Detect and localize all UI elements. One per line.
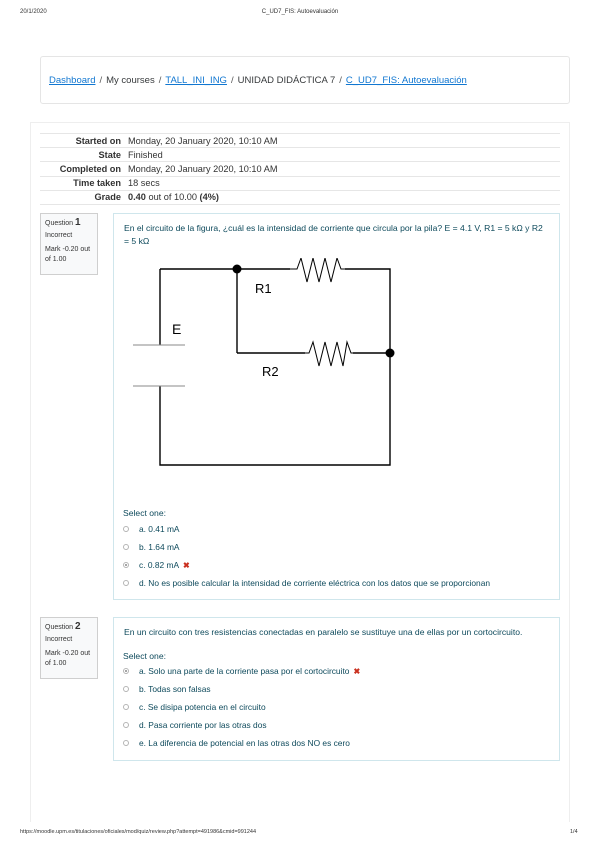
summary-row [40,176,560,190]
summary-key: State [40,148,125,162]
summary-value: Monday, 20 January 2020, 10:10 AM [125,162,560,176]
junction-node [233,265,242,274]
print-url: https://moodle.upm.es/titulaciones/oficiales/mod/quiz/review.php?attempt=491986&cmid=991244 [20,829,257,835]
grade-out-of: out of 10.00 [148,192,197,203]
incorrect-icon: ✖ [183,560,190,570]
option-label: e. La diferencia de potencial en las otras dos NO es cero [139,738,350,748]
label-r2: R2 [262,364,279,379]
select-one-label: Select one: [123,651,166,661]
radio-button[interactable] [123,580,129,586]
radio-button[interactable] [123,686,129,692]
summary-value: Monday, 20 January 2020, 10:10 AM [125,134,560,148]
print-date: 20/1/2020 [20,9,47,15]
junction-node [386,349,395,358]
answer-option-selected[interactable] [123,666,360,676]
radio-button-checked[interactable] [123,562,129,568]
radio-button-checked[interactable] [123,668,129,674]
answer-option[interactable] [123,578,490,588]
breadcrumb-my-courses: My courses [106,75,155,86]
question-text: En un circuito con tres resistencias conectadas en paralelo se sustituye una de ellas por un cortocircuito. [124,627,523,637]
print-page-number: 1/4 [570,829,578,835]
answer-option-selected[interactable] [123,560,190,570]
label-e: E [172,321,182,337]
option-label: a. Solo una parte de la corriente pasa por el cortocircuito [139,666,350,676]
breadcrumb-quiz[interactable]: C_UD7_FIS: Autoevaluación [345,75,467,86]
breadcrumb-separator: / [158,75,162,86]
summary-row [40,134,560,148]
summary-key: Started on [40,134,125,148]
radio-button[interactable] [123,526,129,532]
question-info-1 [40,213,98,275]
print-title: C_UD7_FIS: Autoevaluación [261,9,339,15]
summary-value: Finished [125,148,560,162]
summary-key: Completed on [40,162,125,176]
answer-option[interactable] [123,738,350,748]
radio-button[interactable] [123,740,129,746]
breadcrumb-separator: / [339,75,342,86]
option-label: b. Todas son falsas [139,684,211,694]
grade-percent: (4%) [199,192,219,203]
breadcrumb-dashboard[interactable]: Dashboard [49,75,96,86]
resistor-r2 [305,342,353,366]
breadcrumb-course[interactable]: TALL_INI_ING [165,75,227,86]
radio-button[interactable] [123,704,129,710]
select-one-label: Select one: [123,508,166,518]
option-label: c. 0.82 mA [139,560,180,570]
resistor-r1 [290,258,345,282]
label-r1: R1 [255,281,272,296]
breadcrumb-separator: / [230,75,234,86]
radio-button[interactable] [123,544,129,550]
radio-button[interactable] [123,722,129,728]
question-state: Incorrect [45,232,73,239]
option-label: a. 0.41 mA [139,524,180,534]
option-label: d. Pasa corriente por las otras dos [139,720,267,730]
summary-row [40,162,560,176]
question-number: Question 2 [45,621,81,632]
answer-option[interactable] [123,702,266,712]
option-label: b. 1.64 mA [139,542,180,552]
incorrect-icon: ✖ [353,666,361,676]
answer-option[interactable] [123,720,267,730]
grade-key: Grade [40,190,125,204]
question-mark: Mark -0.20 out of 1.00 [45,246,91,263]
breadcrumb [49,75,467,86]
grade-score: 0.40 [128,192,146,203]
breadcrumb-unit: UNIDAD DIDÁCTICA 7 [237,75,336,86]
question-state: Incorrect [45,636,73,643]
question-text: En el circuito de la figura, ¿cuál es la intensidad de corriente que circula por la pila? E = 4.1 V, R1 = 5 kΩ y R2 = 5 kΩ [124,223,543,246]
answer-option[interactable] [123,524,180,534]
summary-key: Time taken [40,176,125,190]
breadcrumb-card [40,56,570,104]
question-mark: Mark -0.20 out of 1.00 [45,650,91,667]
answer-option[interactable] [123,684,211,694]
summary-value: 18 secs [125,176,560,190]
attempt-summary-table [40,133,560,205]
question-number: Question 1 [45,217,81,228]
option-label: d. No es posible calcular la intensidad de corriente eléctrica con los datos que se proporcionan [139,578,491,588]
question-info-2 [40,617,98,679]
answer-option[interactable] [123,542,180,552]
breadcrumb-separator: / [99,75,103,86]
summary-row [40,148,560,162]
circuit-figure [125,258,405,478]
grade-value [125,190,560,204]
option-label: c. Se disipa potencia en el circuito [139,702,266,712]
summary-row-grade [40,190,560,204]
